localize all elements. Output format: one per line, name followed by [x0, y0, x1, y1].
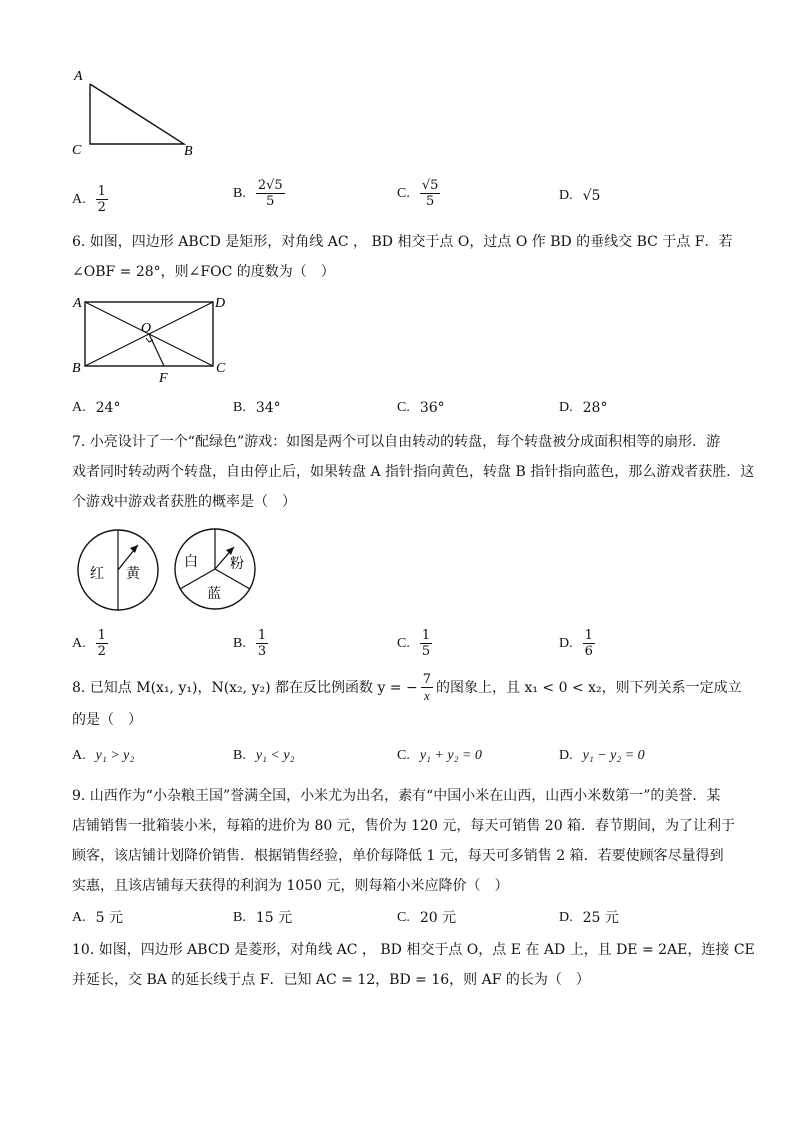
- label-C: C: [72, 143, 82, 158]
- q7-option-d[interactable]: D. $\frac{1}{6}$: [559, 628, 593, 659]
- spinner-a: [72, 528, 164, 612]
- q8-option-c[interactable]: C. y₁ + y₂ = 0: [397, 748, 482, 763]
- q5-option-c[interactable]: C. $\frac{√5}{5}$: [397, 178, 439, 209]
- q5-option-a[interactable]: A. $\frac{1}{2}$: [72, 184, 106, 215]
- arrow-icon: [130, 545, 138, 553]
- label-B: B: [184, 144, 193, 159]
- q8-option-d[interactable]: D. y₁ − y₂ = 0: [559, 748, 645, 763]
- triangle-figure: [60, 62, 210, 162]
- q8-option-a[interactable]: A. y₁ > y₂: [72, 748, 135, 763]
- q9-option-c[interactable]: C. 20 元: [397, 910, 457, 926]
- label-C: C: [216, 361, 226, 376]
- q9-stem-line4: 实惠，且该店铺每天获得的利润为 1050 元，则每箱小米应降价（ ）: [72, 878, 509, 894]
- label-O: O: [141, 321, 152, 336]
- q9-stem-line2: 店铺销售一批箱装小米，每箱的进价为 80 元，售价为 120 元，每天可销售 20 箱．春节期间，为了让利于: [72, 818, 736, 834]
- label-A: A: [73, 296, 82, 311]
- q5-option-d[interactable]: D. √5: [559, 188, 601, 204]
- spinner-b-white: 白: [184, 555, 198, 570]
- q8-option-b[interactable]: B. y₁ < y₂: [233, 748, 295, 763]
- label-F: F: [159, 371, 168, 386]
- q6-option-c[interactable]: C. 36°: [397, 400, 445, 416]
- q7-option-c[interactable]: C. $\frac{1}{5}$: [397, 628, 431, 659]
- q8-stem-line1: 8. 已知点 M(x₁, y₁)，N(x₂, y₂) 都在反比例函数 y = − $\frac{7}{x}$ 的图象上，且 x₁ < 0 < x₂，则下列关系一定成立: [72, 672, 742, 703]
- q9-option-a[interactable]: A. 5 元: [72, 910, 123, 926]
- rectangle-figure: [60, 290, 240, 390]
- q9-stem-line1: 9. 山西作为“小杂粮王国”誉满全国，小米尤为出名，素有“中国小米在山西，山西小米数第一”的美誉．某: [72, 788, 721, 804]
- q6-option-d[interactable]: D. 28°: [559, 400, 608, 416]
- q7-stem-line3: 个游戏中游戏者获胜的概率是（ ）: [72, 494, 296, 510]
- label-A: A: [74, 69, 83, 84]
- q7-stem-line2: 戏者同时转动两个转盘，自由停止后，如果转盘 A 指针指向黄色，转盘 B 指针指向蓝色，那么游戏者获胜．这: [72, 464, 755, 480]
- q7-option-b[interactable]: B. $\frac{1}{3}$: [233, 628, 267, 659]
- q6-option-a[interactable]: A. 24°: [72, 400, 121, 416]
- spinner-a-red: 红: [90, 567, 104, 582]
- q9-option-d[interactable]: D. 25 元: [559, 910, 619, 926]
- q6-stem-line1: 6. 如图，四边形 ABCD 是矩形，对角线 AC ， BD 相交于点 O，过点 O 作 BD 的垂线交 BC 于点 F．若: [72, 234, 733, 250]
- q9-stem-line3: 顾客，该店铺计划降价销售．根据销售经验，单价每降低 1 元，每天可多销售 2 箱．若要使顾客尽量得到: [72, 848, 724, 864]
- q6-option-b[interactable]: B. 34°: [233, 400, 281, 416]
- spinner-b-pink: 粉: [230, 557, 244, 572]
- q7-stem-line1: 7. 小亮设计了一个“配绿色”游戏：如图是两个可以自由转动的转盘，每个转盘被分成面积相等的扇形．游: [72, 434, 721, 450]
- spinner-a-yellow: 黄: [126, 567, 140, 582]
- q7-option-a[interactable]: A. $\frac{1}{2}$: [72, 628, 106, 659]
- q6-stem-line2: ∠OBF = 28°，则∠FOC 的度数为（ ）: [72, 264, 335, 280]
- spinner-b: [170, 526, 262, 612]
- q5-option-b[interactable]: B. $\frac{2√5}{5}$: [233, 178, 283, 209]
- label-B: B: [72, 361, 81, 376]
- q10-stem-line1: 10. 如图，四边形 ABCD 是菱形，对角线 AC ， BD 相交于点 O，点 E 在 AD 上，且 DE = 2AE，连接 CE: [72, 942, 755, 958]
- q9-option-b[interactable]: B. 15 元: [233, 910, 293, 926]
- q10-stem-line2: 并延长，交 BA 的延长线于点 F．已知 AC = 12，BD = 16，则 AF 的长为（ ）: [72, 972, 590, 988]
- arrow-icon: [226, 547, 234, 555]
- spinner-b-blue: 蓝: [207, 587, 221, 602]
- label-D: D: [215, 296, 226, 311]
- q8-stem-line2: 的是（ ）: [72, 712, 142, 728]
